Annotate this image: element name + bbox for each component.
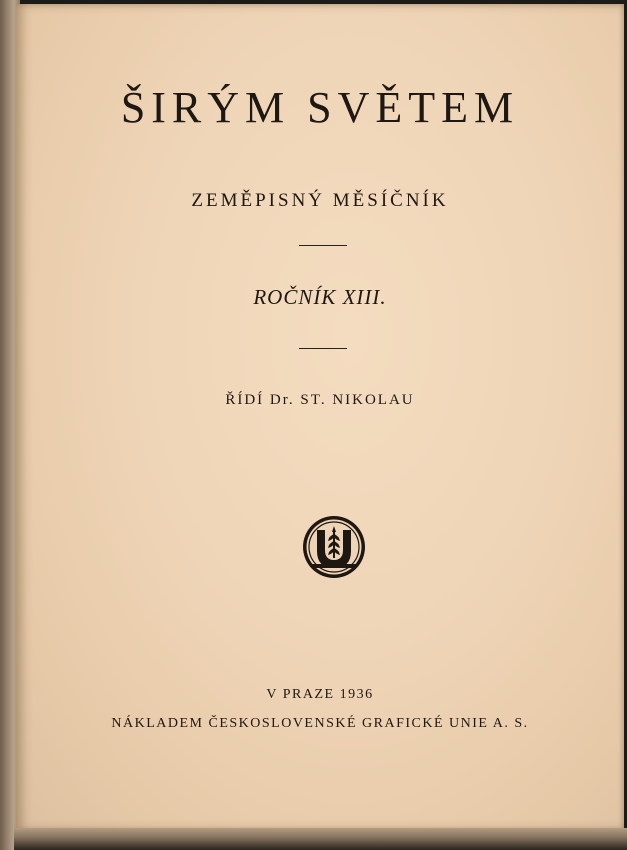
- publisher-line: NÁKLADEM ČESKOSLOVENSKÉ GRAFICKÉ UNIE A. S.: [111, 716, 529, 731]
- place-year: V PRAZE 1936: [266, 687, 374, 702]
- divider-rule: [299, 245, 347, 246]
- divider-rule: [299, 348, 347, 349]
- page-bottom-edge: [14, 828, 627, 850]
- publisher-emblem-icon: [301, 514, 367, 580]
- volume-number: ROČNÍK XIII.: [253, 285, 387, 309]
- book-subtitle: ZEMĚPISNÝ MĚSÍČNÍK: [191, 190, 449, 211]
- editor-line: ŘÍDÍ Dr. ST. NIKOLAU: [225, 392, 415, 408]
- book-title: ŠIRÝM SVĚTEM: [120, 83, 520, 132]
- title-page: [16, 4, 624, 830]
